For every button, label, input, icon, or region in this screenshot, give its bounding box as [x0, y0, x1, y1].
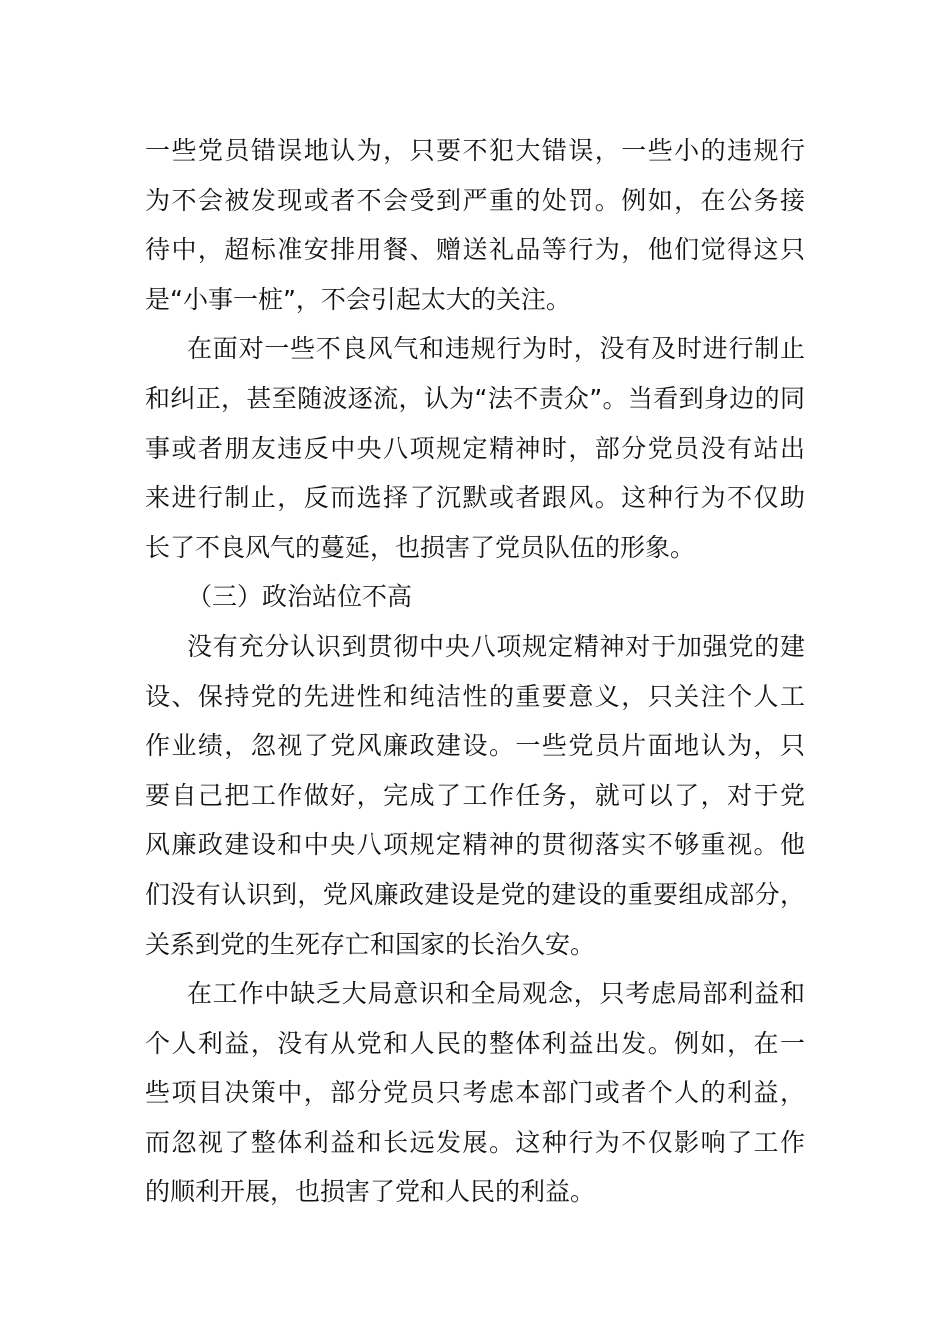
- text-line: 而忽视了整体利益和长远发展。这种行为不仅影响了工作: [145, 1127, 805, 1157]
- text-line: 事或者朋友违反中央八项规定精神时，部分党员没有站出: [145, 433, 805, 463]
- text-line: 的顺利开展，也损害了党和人民的利益。: [145, 1177, 596, 1207]
- text-line: 们没有认识到，党风廉政建设是党的建设的重要组成部分，: [145, 879, 805, 909]
- text-line: 来进行制止，反而选择了沉默或者跟风。这种行为不仅助: [145, 483, 805, 513]
- text-line: 在面对一些不良风气和违规行为时，没有及时进行制止: [187, 334, 805, 364]
- section-heading-text: （三）政治站位不高: [187, 582, 413, 612]
- text-line: 长了不良风气的蔓延，也损害了党员队伍的形象。: [145, 532, 696, 562]
- body-text: [145, 126, 805, 1217]
- section-heading: [145, 572, 805, 622]
- text-line: 待中，超标准安排用餐、赠送礼品等行为，他们觉得这只: [145, 235, 805, 265]
- text-line: 关系到党的生死存亡和国家的长治久安。: [145, 929, 596, 959]
- text-line: 设、保持党的先进性和纯洁性的重要意义，只关注个人工: [145, 681, 805, 711]
- text-line: 没有充分认识到贯彻中央八项规定精神对于加强党的建: [187, 631, 805, 661]
- paragraph-1: [145, 126, 805, 324]
- text-line: 要自己把工作做好，完成了工作任务，就可以了，对于党: [145, 780, 805, 810]
- text-line: 个人利益，没有从党和人民的整体利益出发。例如，在一: [145, 1028, 805, 1058]
- paragraph-2: [145, 324, 805, 572]
- paragraph-3: [145, 622, 805, 969]
- text-line: 风廉政建设和中央八项规定精神的贯彻落实不够重视。他: [145, 830, 805, 860]
- text-line: 为不会被发现或者不会受到严重的处罚。例如，在公务接: [145, 185, 805, 215]
- paragraph-4: [145, 969, 805, 1217]
- text-line: 作业绩，忽视了党风廉政建设。一些党员片面地认为，只: [145, 731, 805, 761]
- text-line: 一些党员错误地认为，只要不犯大错误，一些小的违规行: [145, 136, 805, 165]
- text-line: 和纠正，甚至随波逐流，认为“法不责众”。当看到身边的同: [145, 383, 805, 413]
- text-line: 些项目决策中，部分党员只考虑本部门或者个人的利益，: [145, 1078, 805, 1108]
- text-line: 是“小事一桩”，不会引起太大的关注。: [145, 284, 571, 314]
- text-line: 在工作中缺乏大局意识和全局观念，只考虑局部利益和: [187, 979, 805, 1009]
